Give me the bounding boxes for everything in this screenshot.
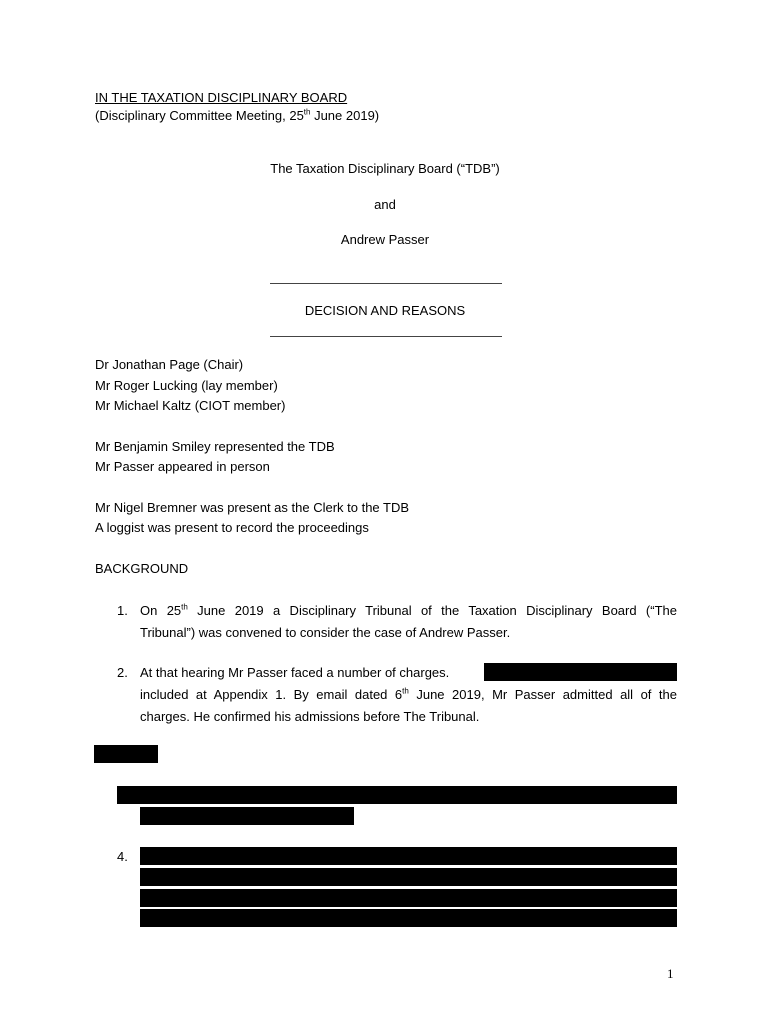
- panel-member-chair: Dr Jonathan Page (Chair): [95, 357, 244, 372]
- page-number: 1: [667, 966, 674, 981]
- paragraph-1-line-1: On 25th June 2019 a Disciplinary Tribunal of the Taxation Disciplinary Board (“The: [140, 602, 677, 618]
- paragraph-2-number: 2.: [117, 665, 128, 680]
- redaction-bar-p4-line-3: [140, 889, 677, 907]
- paragraph-1: [140, 600, 677, 644]
- decision-title: DECISION AND REASONS: [304, 303, 466, 318]
- redaction-bar-p3-line-1: [117, 786, 677, 804]
- panel-member-ciot: Mr Michael Kaltz (CIOT member): [95, 398, 286, 413]
- redaction-bar-p2: [484, 663, 677, 681]
- redaction-bar-p3-line-2: [140, 807, 354, 825]
- panel-member-lay: Mr Roger Lucking (lay member): [95, 378, 278, 393]
- paragraph-2-line-3: charges. He confirmed his admissions before The Tribunal.: [140, 709, 480, 724]
- party-two: Andrew Passer: [340, 232, 430, 247]
- paragraph-1-number: 1.: [117, 603, 128, 618]
- paragraph-2-line-1: At that hearing Mr Passer faced a number of charges.: [140, 665, 450, 680]
- board-heading: IN THE TAXATION DISCIPLINARY BOARD: [95, 90, 348, 105]
- representation-passer: Mr Passer appeared in person: [95, 459, 270, 474]
- redaction-bar-heading: [94, 745, 158, 763]
- party-one: The Taxation Disciplinary Board (“TDB”): [270, 161, 500, 176]
- representation-tdb: Mr Benjamin Smiley represented the TDB: [95, 439, 335, 454]
- meeting-suffix: June 2019): [310, 108, 380, 123]
- redaction-bar-p4-line-2: [140, 868, 677, 886]
- divider-bottom: [270, 336, 502, 337]
- loggist-line: A loggist was present to record the proceedings: [95, 520, 369, 535]
- and-text: and: [374, 197, 396, 212]
- meeting-sup: th: [303, 107, 311, 117]
- meeting-prefix: (Disciplinary Committee Meeting, 25: [95, 108, 304, 123]
- paragraph-4-number: 4.: [117, 849, 128, 864]
- redaction-bar-p4-line-1: [140, 847, 677, 865]
- clerk-line: Mr Nigel Bremner was present as the Clerk to the TDB: [95, 500, 410, 515]
- paragraph-2-line-2: included at Appendix 1. By email dated 6th June 2019, Mr Passer admitted all of the: [140, 686, 678, 702]
- divider-top: [270, 283, 502, 284]
- redaction-bar-p4-line-4: [140, 909, 677, 927]
- section-background-heading: BACKGROUND: [95, 561, 189, 576]
- paragraph-1-line-2: Tribunal”) was convened to consider the case of Andrew Passer.: [140, 625, 511, 640]
- meeting-line: [95, 108, 379, 124]
